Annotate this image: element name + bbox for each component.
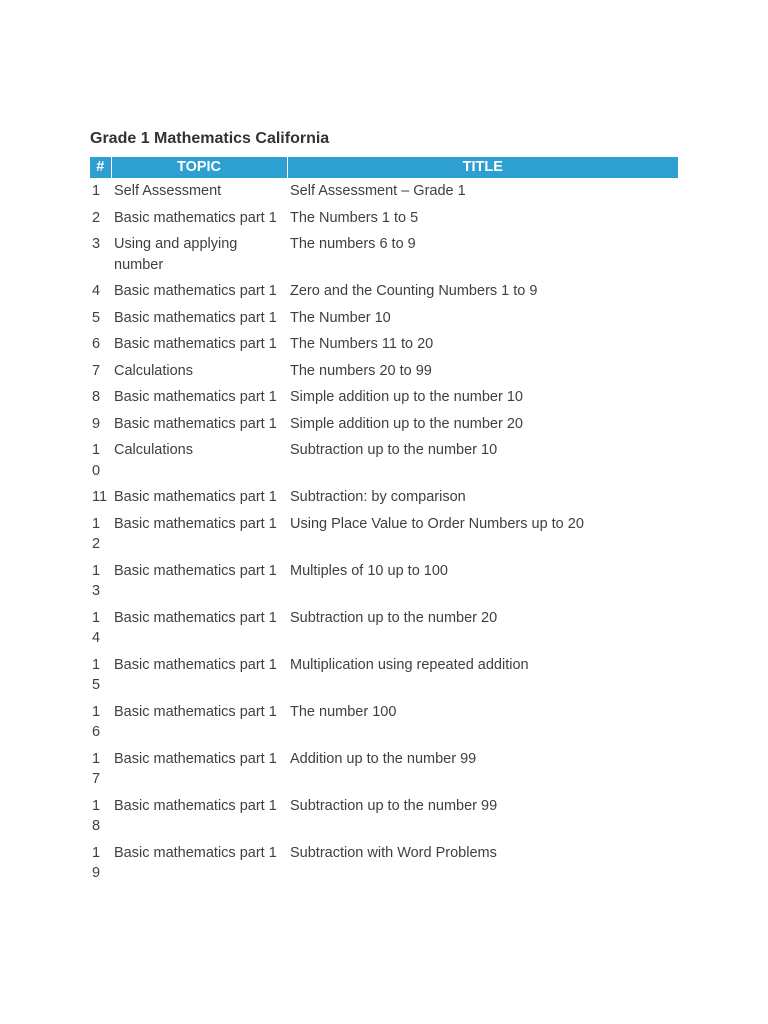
row-number: 4 (92, 283, 101, 299)
header-title: TITLE (287, 157, 678, 178)
row-topic: Basic mathematics part 1 (114, 309, 277, 326)
row-topic: Basic mathematics part 1 (114, 797, 277, 814)
row-topic: Basic mathematics part 1 (114, 489, 277, 505)
table-row (90, 178, 678, 205)
document-page (90, 129, 678, 887)
table-row (90, 558, 678, 605)
table-row (90, 652, 678, 699)
row-number: 6 (92, 336, 101, 352)
row-number: 13 (92, 562, 101, 599)
row-topic: Basic mathematics part 1 (114, 389, 277, 405)
table-row (90, 699, 678, 746)
row-topic: Basic mathematics part 1 (114, 562, 277, 579)
header-number: # (90, 157, 111, 178)
row-topic: Self Assessment (114, 183, 222, 199)
row-number: 2 (92, 209, 101, 226)
table-row (90, 605, 678, 652)
row-number: 12 (92, 515, 101, 552)
row-topic: Basic mathematics part 1 (114, 515, 277, 532)
table-row (90, 305, 678, 332)
row-title: Zero and the Counting Numbers 1 to 9 (290, 283, 538, 299)
row-topic: Using and applying number (114, 236, 238, 273)
row-number: 15 (92, 656, 101, 693)
row-title: The number 100 (290, 703, 397, 720)
row-topic: Basic mathematics part 1 (114, 609, 277, 626)
row-title: Subtraction: by comparison (290, 489, 466, 505)
row-topic: Basic mathematics part 1 (114, 656, 277, 673)
row-number: 16 (92, 703, 101, 740)
row-number: 7 (92, 362, 101, 379)
table-row (90, 840, 678, 887)
row-title: Subtraction with Word Problems (290, 844, 497, 861)
row-title: The numbers 6 to 9 (290, 236, 416, 252)
table-row (90, 384, 678, 411)
row-title: Addition up to the number 99 (290, 750, 477, 767)
row-number: 8 (92, 389, 101, 405)
table-row (90, 793, 678, 840)
row-number: 17 (92, 750, 101, 787)
row-title: Self Assessment – Grade 1 (290, 183, 466, 199)
table-row (90, 511, 678, 558)
row-number: 19 (92, 844, 101, 881)
row-title: Subtraction up to the number 10 (290, 442, 498, 458)
row-topic: Basic mathematics part 1 (114, 415, 277, 432)
row-number: 5 (92, 309, 101, 326)
row-number: 18 (92, 797, 101, 834)
row-title: Simple addition up to the number 10 (290, 389, 523, 405)
row-title: The Numbers 11 to 20 (290, 336, 434, 352)
row-topic: Basic mathematics part 1 (114, 703, 277, 720)
document-title: Grade 1 Mathematics California (90, 130, 330, 147)
row-title: Using Place Value to Order Numbers up to 20 (290, 515, 584, 532)
lessons-table (90, 157, 678, 887)
table-row (90, 205, 678, 232)
row-topic: Basic mathematics part 1 (114, 336, 277, 352)
table-body (90, 178, 678, 887)
row-topic: Calculations (114, 442, 193, 458)
table-row (90, 231, 678, 278)
row-number: 14 (92, 609, 101, 646)
table-row (90, 484, 678, 511)
row-title: Multiples of 10 up to 100 (290, 562, 448, 579)
table-row (90, 358, 678, 385)
row-number: 1 (92, 183, 101, 199)
header-row (90, 157, 678, 178)
row-topic: Basic mathematics part 1 (114, 844, 277, 861)
table-header (90, 157, 678, 178)
row-number: 11 (92, 489, 108, 505)
table-row (90, 331, 678, 358)
table-row (90, 437, 678, 484)
header-topic: TOPIC (111, 157, 287, 178)
table-row (90, 278, 678, 305)
table-row (90, 746, 678, 793)
table-row (90, 411, 678, 438)
row-title: The Numbers 1 to 5 (290, 209, 419, 226)
row-topic: Basic mathematics part 1 (114, 209, 277, 226)
row-number: 9 (92, 415, 101, 432)
row-title: Simple addition up to the number 20 (290, 415, 523, 432)
row-number: 10 (92, 442, 101, 479)
row-topic: Calculations (114, 362, 193, 379)
row-title: Multiplication using repeated addition (290, 656, 529, 673)
row-title: The numbers 20 to 99 (290, 362, 432, 379)
row-topic: Basic mathematics part 1 (114, 283, 277, 299)
row-title: The Number 10 (290, 309, 391, 326)
row-title: Subtraction up to the number 99 (290, 797, 498, 814)
row-number: 3 (92, 236, 101, 252)
row-title: Subtraction up to the number 20 (290, 609, 498, 626)
row-topic: Basic mathematics part 1 (114, 750, 277, 767)
